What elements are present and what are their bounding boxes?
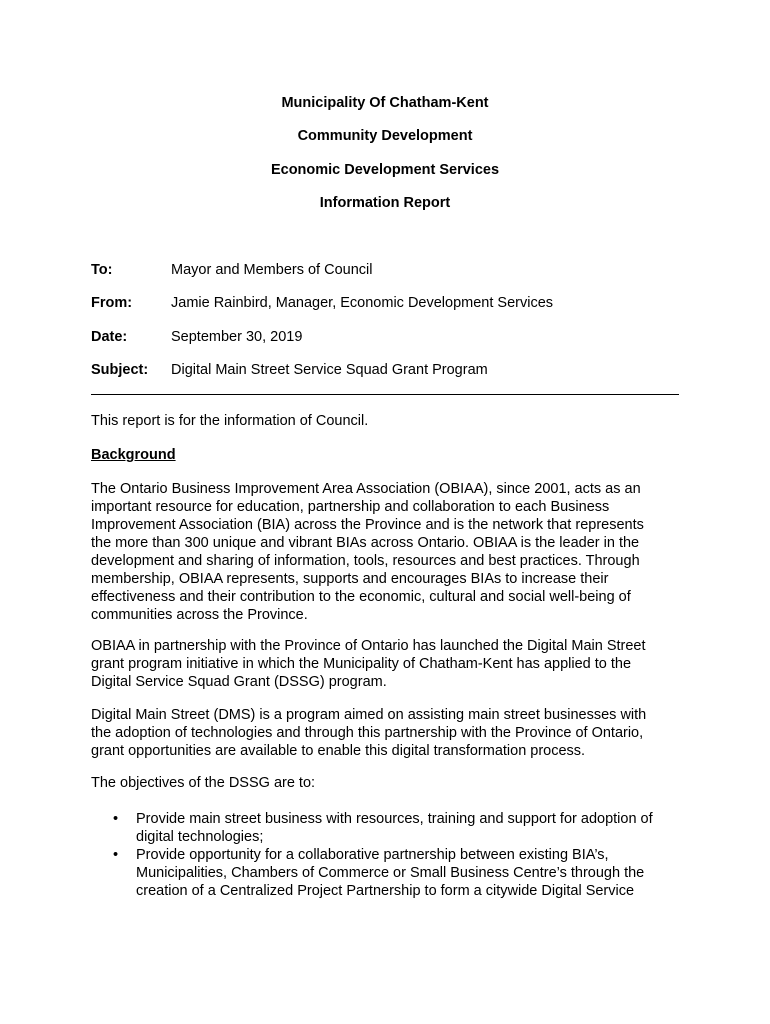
date-value: September 30, 2019 [171,329,303,345]
org-name: Municipality Of Chatham-Kent [281,95,489,111]
paragraph-line: membership, OBIAA represents, supports and encourages BIAs to increase their [91,571,609,587]
paragraph-line: important resource for education, partnership and collaboration to each Business [91,499,610,515]
paragraph-line: Digital Main Street (DMS) is a program aimed on assisting main street businesses with [91,707,647,723]
background-paragraph-3 [91,706,691,760]
objective-line: Municipalities, Chambers of Commerce or Small Business Centre’s through the [136,865,645,881]
bullet-icon: • [113,847,119,863]
objective-line: creation of a Centralized Project Partnership to form a citywide Digital Service [136,883,635,899]
paragraph-line: OBIAA in partnership with the Province of Ontario has launched the Digital Main Street [91,638,646,654]
objective-text [136,846,644,900]
paragraph-line: Digital Service Squad Grant (DSSG) program. [91,674,387,690]
paragraph-line: The Ontario Business Improvement Area Association (OBIAA), since 2001, acts as an [91,481,641,497]
from-label: From: [91,295,133,311]
intro-text: This report is for the information of Council. [91,413,369,429]
date-label: Date: [91,329,128,345]
objective-text [136,810,653,846]
subject-label: Subject: [91,362,149,378]
paragraph-line: development and sharing of information, tools, resources and best practices. Through [91,553,640,569]
paragraph-line: grant program initiative in which the Municipality of Chatham-Kent has applied to the [91,656,632,672]
paragraph-line: the more than 300 unique and vibrant BIAs across Ontario. OBIAA is the leader in the [91,535,640,551]
objective-line: Provide main street business with resources, training and support for adoption of [136,811,653,827]
objective-line: digital technologies; [136,829,264,845]
report-type: Information Report [319,195,451,211]
objective-line: Provide opportunity for a collaborative partnership between existing BIA’s, [136,847,609,863]
paragraph-line: communities across the Province. [91,607,308,623]
paragraph-line: grant opportunities are available to enable this digital transformation process. [91,743,586,759]
subject-value: Digital Main Street Service Squad Grant Program [171,362,488,378]
to-value: Mayor and Members of Council [171,262,373,278]
objectives-intro: The objectives of the DSSG are to: [91,775,316,791]
to-label: To: [91,262,113,278]
paragraph-line: effectiveness and their contribution to the economic, cultural and social well-being of [91,589,631,605]
background-heading: Background [91,447,176,463]
bullet-icon: • [113,811,119,827]
background-paragraph-1 [91,480,691,624]
paragraph-line: the adoption of technologies and through this partnership with the Province of Ontario, [91,725,644,741]
header-divider [91,394,679,395]
from-value: Jamie Rainbird, Manager, Economic Development Services [171,295,554,311]
paragraph-line: Improvement Association (BIA) across the Province and is the network that represents [91,517,644,533]
background-paragraph-2 [91,637,691,691]
division-name: Economic Development Services [270,162,500,178]
department-name: Community Development [297,128,473,144]
